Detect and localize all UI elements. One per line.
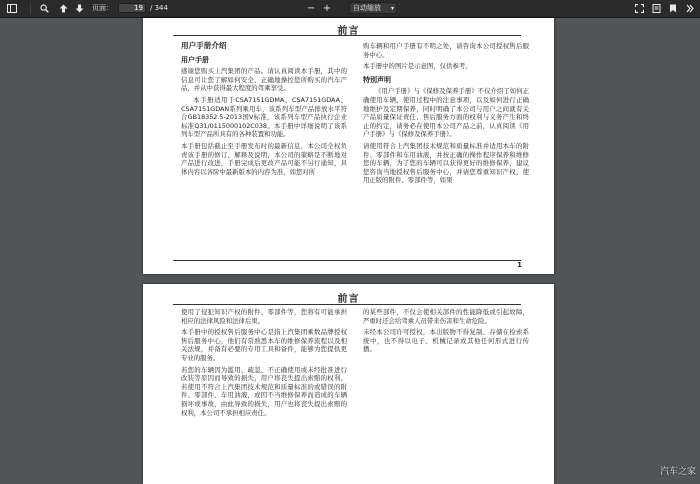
presentation-mode-button[interactable] <box>633 2 645 14</box>
section-heading: 用户手册介绍 <box>181 41 227 50</box>
paragraph: 本手册中的图片是示意图，仅供参考。 <box>363 62 472 71</box>
search-icon <box>40 4 49 13</box>
open-file-button[interactable] <box>650 2 662 14</box>
tools-menu-button[interactable] <box>684 2 696 14</box>
title-rule <box>173 304 521 305</box>
paragraph: 的某些部件，不仅会使相关部件的性能降低或引起故障，严重时还会给驾乘人员带来伤害和生命危险。 <box>363 308 529 325</box>
arrow-up-icon <box>59 4 68 13</box>
paragraph: 本手册适用于CSA7151GDMA、CSA7151GDAA、CSA7151GDAN系列乘用车，该系列车型产品排放水平符合GB18352.5-2013国V标准，该系列车型产品执行企业标准Q31/0115000102C038。本手册中详细说明了该系列车型产品所具有的各种装置和功能。 <box>181 95 347 139</box>
next-page-button[interactable] <box>73 2 85 14</box>
pdf-toolbar <box>0 0 700 18</box>
plus-icon: + <box>322 2 332 14</box>
title-rule <box>173 35 521 36</box>
page-title: 前言 <box>337 294 360 305</box>
page-number-input[interactable]: 19 <box>118 3 146 13</box>
paragraph: 若您的车辆因为滥用、疏忽、不正确使用或未经批准进行改装等原因而导致的损失，用户将丧失提出索赔的权利。若使用不符合上汽集团技术规范和质量标准的或错误的附件、零部件、车用油液，或因不当维修保养而造成的车辆损坏或事故，由此导致的损失，用户也将丧失提出索赔的权利，本公司不承担相应责任。 <box>181 365 347 417</box>
site-watermark: 汽车之家 <box>659 467 696 477</box>
chevron-down-icon: ▾ <box>390 5 394 12</box>
paragraph: 本手册包括截止至手册发布时的最新信息，本公司全权负责该手册的修订、解释及说明，本公司的策略是不断地对产品进行改进，手册完成后更改产品可能不另行通知，具体内容以各阶中最新版本的内容为准，如您对所 <box>181 141 347 176</box>
left-column <box>181 42 347 179</box>
document-viewer[interactable] <box>0 18 700 481</box>
page-label: 页面： <box>92 4 113 12</box>
right-column <box>363 42 529 188</box>
bookmark-button[interactable] <box>667 2 679 14</box>
zoom-in-button[interactable] <box>321 2 333 14</box>
paragraph: 请使用符合上汽集团技术规范和质量标准并适用本车的附件、零部件和车用油液，并按正确的操作程序保养和维修您的车辆，为了您的车辆可以获得更好的维修保养，建议您咨询当地授权售后服务中心，并请您尊重知识产权，使用正版的附件、零部件等，如果 <box>363 141 529 185</box>
subsection-heading: 特别声明 <box>363 75 391 84</box>
fullscreen-icon <box>635 4 644 13</box>
sidebar-icon <box>7 4 17 13</box>
double-chevron-right-icon <box>686 4 694 13</box>
toolbar-separator <box>30 3 31 14</box>
pdf-page-1 <box>143 18 554 274</box>
paragraph: 本手册中的授权售后服务中心是指上汽集团乘数品牌授权售后服务中心，他们有常熟悉本车的维修保养流程以及相关法规，并备有必要的专用工具和备件，能够为您提供更专业的服务。 <box>181 328 347 362</box>
total-pages: / 344 <box>150 4 168 12</box>
pdf-page-2 <box>143 284 554 484</box>
footer-rule <box>173 260 521 261</box>
paragraph: 未经本公司许可授权，本出版物不得复制、存储在检索系统中，也不得以电子、机械记录或其他任何形式进行传播。 <box>363 328 529 354</box>
zoom-out-button[interactable] <box>305 2 317 14</box>
arrow-down-icon <box>75 4 84 13</box>
page-number: 1 <box>517 261 522 269</box>
open-file-icon <box>652 4 661 13</box>
zoom-select-value: 自动缩放 <box>353 4 381 12</box>
bookmark-icon <box>669 4 677 13</box>
subsection-heading: 用户手册 <box>181 55 209 64</box>
paragraph: 使用了侵犯知识产权的附件、零部件等，您将有可能承担相应的法律风险和法律后果。 <box>181 308 347 325</box>
minus-icon: − <box>306 2 316 14</box>
zoom-select[interactable] <box>349 2 397 14</box>
page-title: 前言 <box>337 26 360 37</box>
left-column <box>181 308 347 420</box>
paragraph: 《用户手册》与《保修及保养手册》不仅介绍了如何正确使用车辆、使用过程中的注意事项，以及如何进行正确地维护及定期保养，同时明确了本公司与用户之间就有关产品质量保证责任、售后服务方面的权利与义务产生和终止的约定，请务必在使用本公司产品之前，认真阅读《用户手册》与《保修及保养手册》。 <box>363 87 529 139</box>
search-button[interactable] <box>38 2 50 14</box>
paragraph: 感谢您购买上汽集团的产品。请认真阅读本手册，其中的信息可让您了解如何安全、正确地操控您所购买的汽车产品，并从中获得最大程度的驾乘享受。 <box>181 67 347 93</box>
paragraph: 购车辆和用户手册有不明之处，请咨询本公司授权售后服务中心。 <box>363 42 529 59</box>
previous-page-button[interactable] <box>57 2 69 14</box>
right-column <box>363 308 529 357</box>
sidebar-toggle-button[interactable] <box>6 2 18 14</box>
